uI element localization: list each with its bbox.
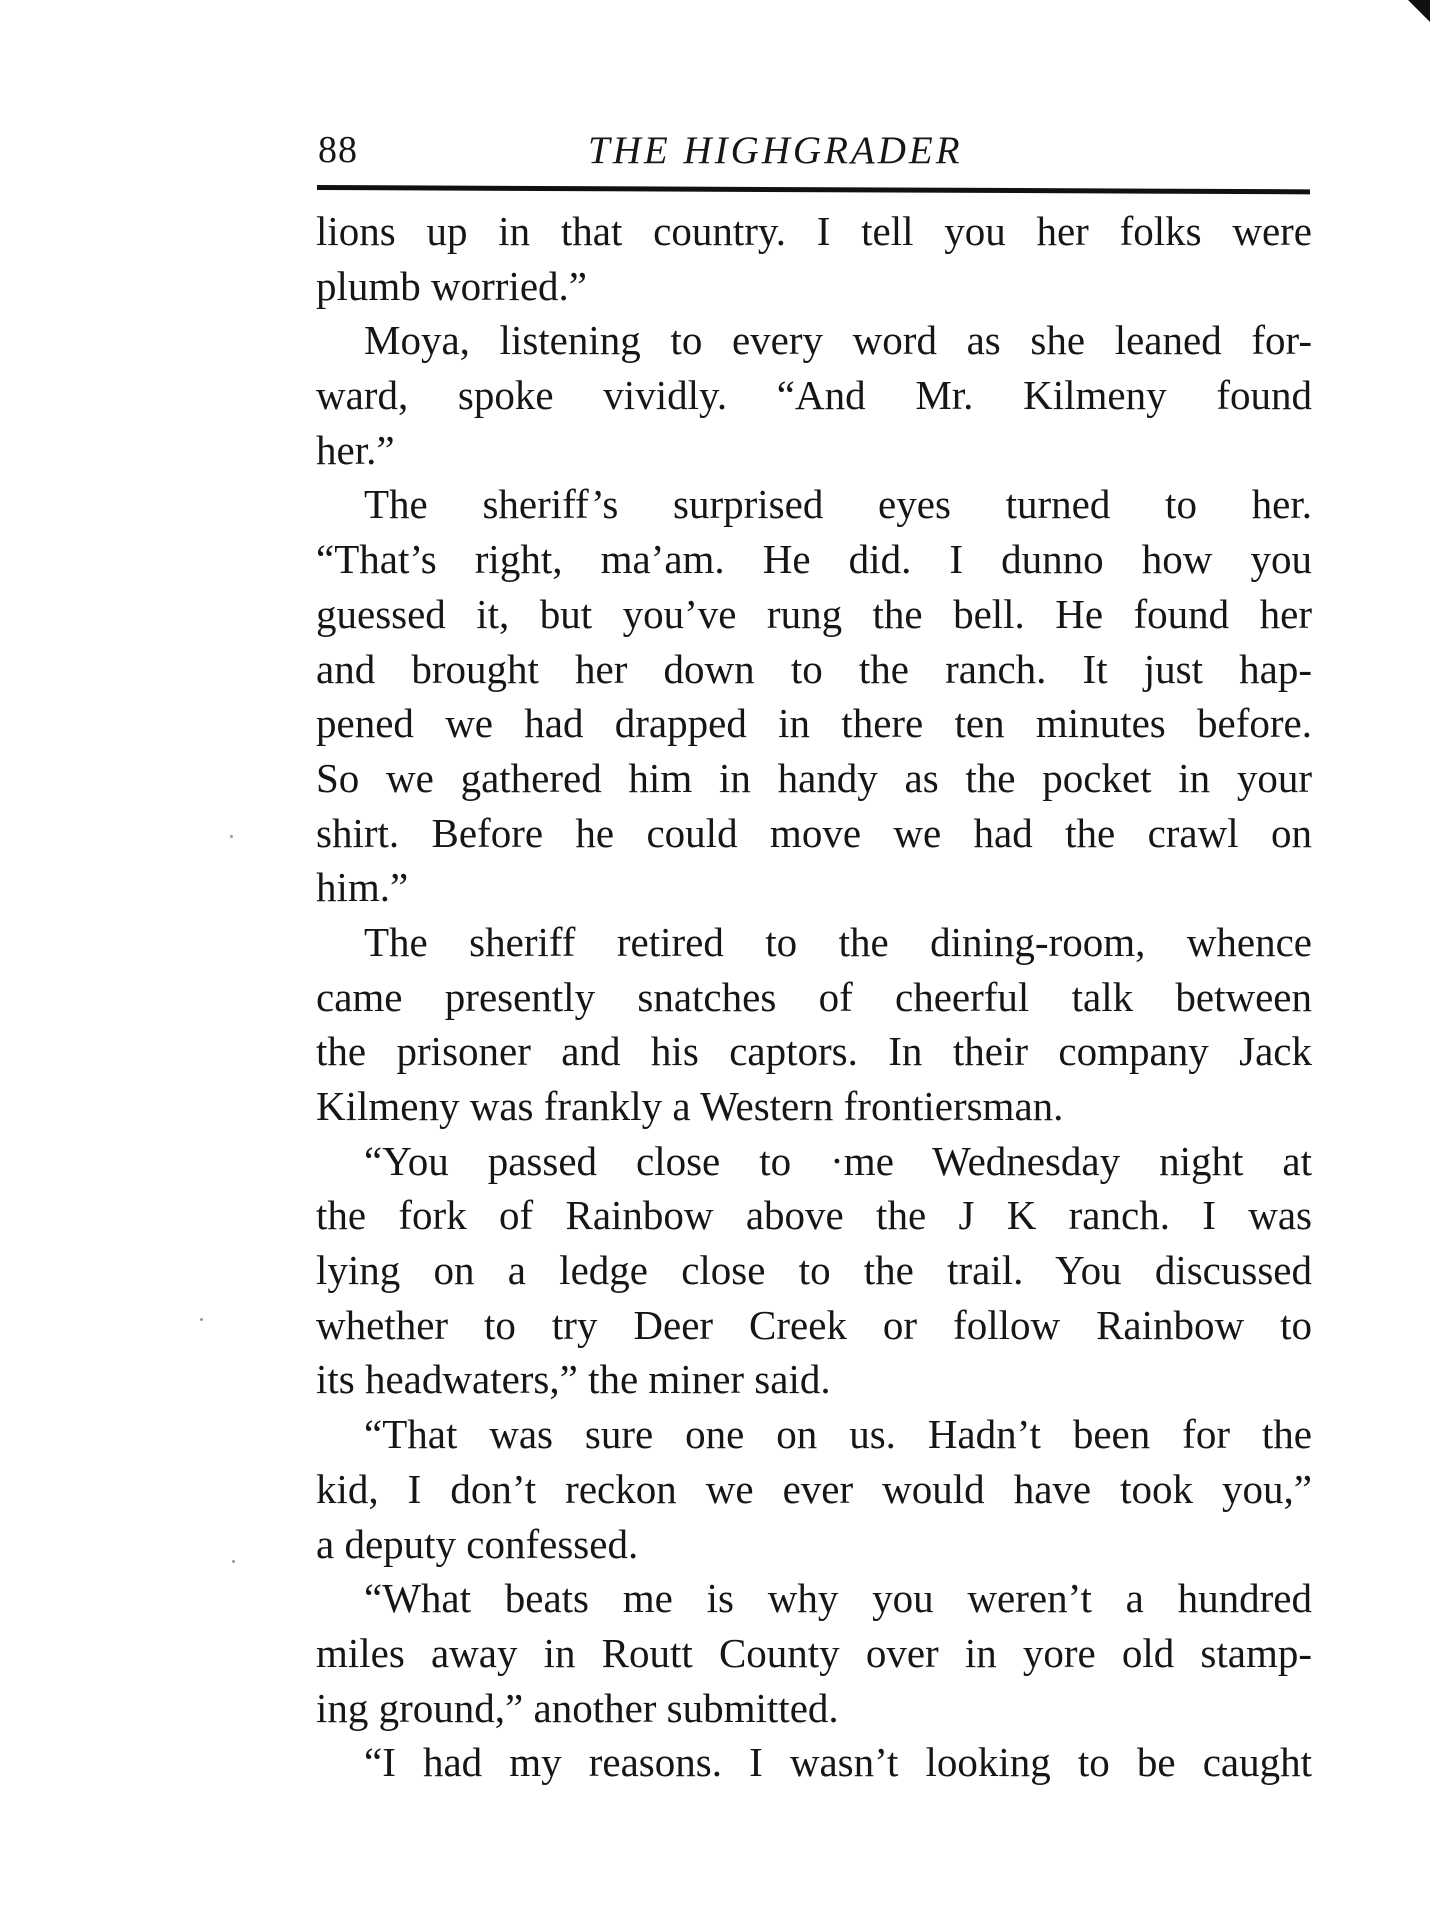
text-line: shirt. Before he could move we had the crawl on	[316, 809, 1312, 856]
text-line: the prisoner and his captors. In their company Jack	[316, 1028, 1312, 1075]
text-line: ing ground,” another submitted.	[316, 1684, 839, 1731]
text-line: and brought her down to the ranch. It just hap-	[316, 645, 1312, 692]
page-number: 88	[318, 129, 358, 171]
text-line: guessed it, but you’ve rung the bell. He found her	[316, 590, 1312, 637]
text-line: came presently snatches of cheerful talk between	[316, 973, 1312, 1020]
body-text	[316, 204, 1312, 1790]
text-line: “You passed close to ·me Wednesday night at	[364, 1137, 1312, 1184]
scan-corner-mark	[1408, 0, 1430, 22]
text-line: lying on a ledge close to the trail. You discussed	[316, 1247, 1312, 1294]
text-line: So we gathered him in handy as the pocket in your	[316, 754, 1312, 801]
text-line: ward, spoke vividly. “And Mr. Kilmeny found	[316, 372, 1312, 419]
text-line: “That’s right, ma’am. He did. I dunno how you	[316, 536, 1312, 583]
scan-speck	[230, 835, 233, 838]
running-title: THE HIGHGRADER	[588, 129, 963, 172]
text-line: “I had my reasons. I wasn’t looking to be caught	[364, 1739, 1312, 1786]
text-line: whether to try Deer Creek or follow Rainbow to	[316, 1301, 1312, 1348]
text-line: kid, I don’t reckon we ever would have took you,”	[316, 1465, 1312, 1512]
text-line: The sheriff retired to the dining-room, whence	[364, 918, 1312, 965]
text-line: plumb worried.”	[316, 262, 587, 309]
scan-speck	[232, 1560, 235, 1563]
page-header	[318, 128, 1308, 188]
text-line: a deputy confessed.	[316, 1520, 639, 1567]
text-line: lions up in that country. I tell you her folks were	[316, 208, 1312, 254]
text-line: “That was sure one on us. Hadn’t been for the	[364, 1411, 1312, 1458]
text-line: miles away in Routt County over in yore old stamp-	[316, 1629, 1312, 1676]
text-line: The sheriff’s surprised eyes turned to her.	[364, 481, 1312, 528]
text-line: its headwaters,” the miner said.	[316, 1356, 831, 1403]
text-line: her.”	[316, 426, 395, 473]
scan-speck	[200, 1318, 203, 1321]
text-line: the fork of Rainbow above the J K ranch. I was	[316, 1192, 1312, 1239]
text-line: Kilmeny was frankly a Western frontiersman.	[316, 1083, 1064, 1129]
text-line: him.”	[316, 864, 409, 911]
text-line: “What beats me is why you weren’t a hundred	[364, 1575, 1312, 1622]
text-line: Moya, listening to every word as she leaned for-	[364, 317, 1312, 364]
text-line: pened we had drapped in there ten minutes before.	[316, 700, 1312, 747]
